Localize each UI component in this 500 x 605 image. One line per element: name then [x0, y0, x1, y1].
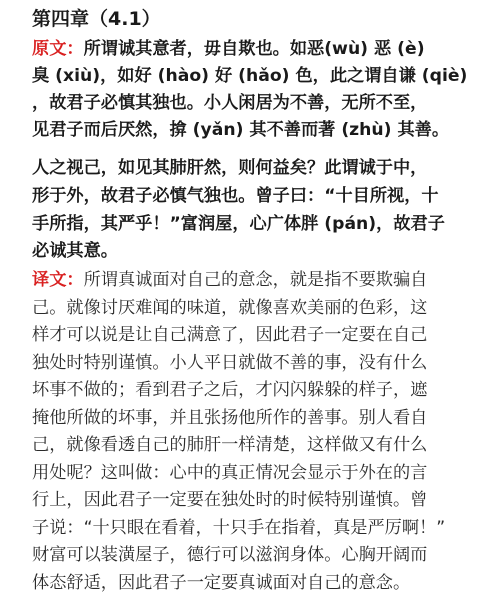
- chapter-title: 第四章（4.1）: [32, 8, 161, 30]
- original-line-4: 见君子而后厌然，揜 (yǎn) 其不善而著 (zhù) 其善。: [32, 120, 450, 140]
- original-line-6: 形于外，故君子必慎气独也。曾子曰：“十目所视，十: [32, 186, 439, 206]
- translation-text-1: 所谓真诚面对自己的意念，就是指不要欺骗自: [83, 270, 428, 290]
- translation-line-10: 子说：“十只眼在看着，十只手在指着，真是严厉啊！”: [32, 518, 446, 538]
- translation-line-2: 己。就像讨厌难闻的味道，就像喜欢美丽的色彩，这: [32, 298, 428, 318]
- translation-label: 译文：: [32, 270, 84, 290]
- original-line-5: 人之视己，如见其肺肝然，则何益矣？此谓诚于中，: [32, 158, 428, 178]
- translation-line-7: 己，就像看透自己的肺肝一样清楚，这样做又有什么: [32, 435, 428, 455]
- original-line-1: [32, 36, 477, 62]
- translation-line-4: 独处时特别谨慎。小人平日就做不善的事，没有什么: [32, 353, 428, 373]
- original-line-7: 手所指，其严乎！”富润屋，心广体胖 (pán)，故君子: [32, 214, 445, 234]
- original-line-8: 必诚其意。: [32, 241, 118, 261]
- original-line-2: 臭 (xiù)，如好 (hào) 好 (hǎo) 色，此之谓自谦 (qiè): [32, 66, 468, 86]
- translation-line-12: 体态舒适，因此君子一定要真诚面对自己的意念。: [32, 573, 411, 593]
- translation-line-9: 行上，因此君子一定要在独处时的时候特别谨慎。曾: [32, 490, 428, 510]
- translation-line-5: 坏事不做的；看到君子之后，才闪闪躲躲的样子，遮: [32, 380, 428, 400]
- translation-line-3: 样才可以说是让自己满意了，因此君子一定要在自己: [32, 325, 428, 345]
- translation-line-11: 财富可以装潢屋子，德行可以滋润身体。心胸开阔而: [32, 545, 428, 565]
- translation-line-8: 用处呢？这叫做：心中的真正情况会显示于外在的言: [32, 463, 428, 483]
- translation-line-6: 掩他所做的坏事，并且张扬他所作的善事。别人看自: [32, 408, 428, 428]
- translation-line-1: [32, 267, 477, 293]
- original-line-3: ，故君子必慎其独也。小人闲居为不善，无所不至，: [32, 93, 428, 113]
- original-text-1: 所谓诚其意者，毋自欺也。如恶(wù) 恶 (è): [83, 39, 425, 59]
- original-label: 原文：: [32, 39, 84, 59]
